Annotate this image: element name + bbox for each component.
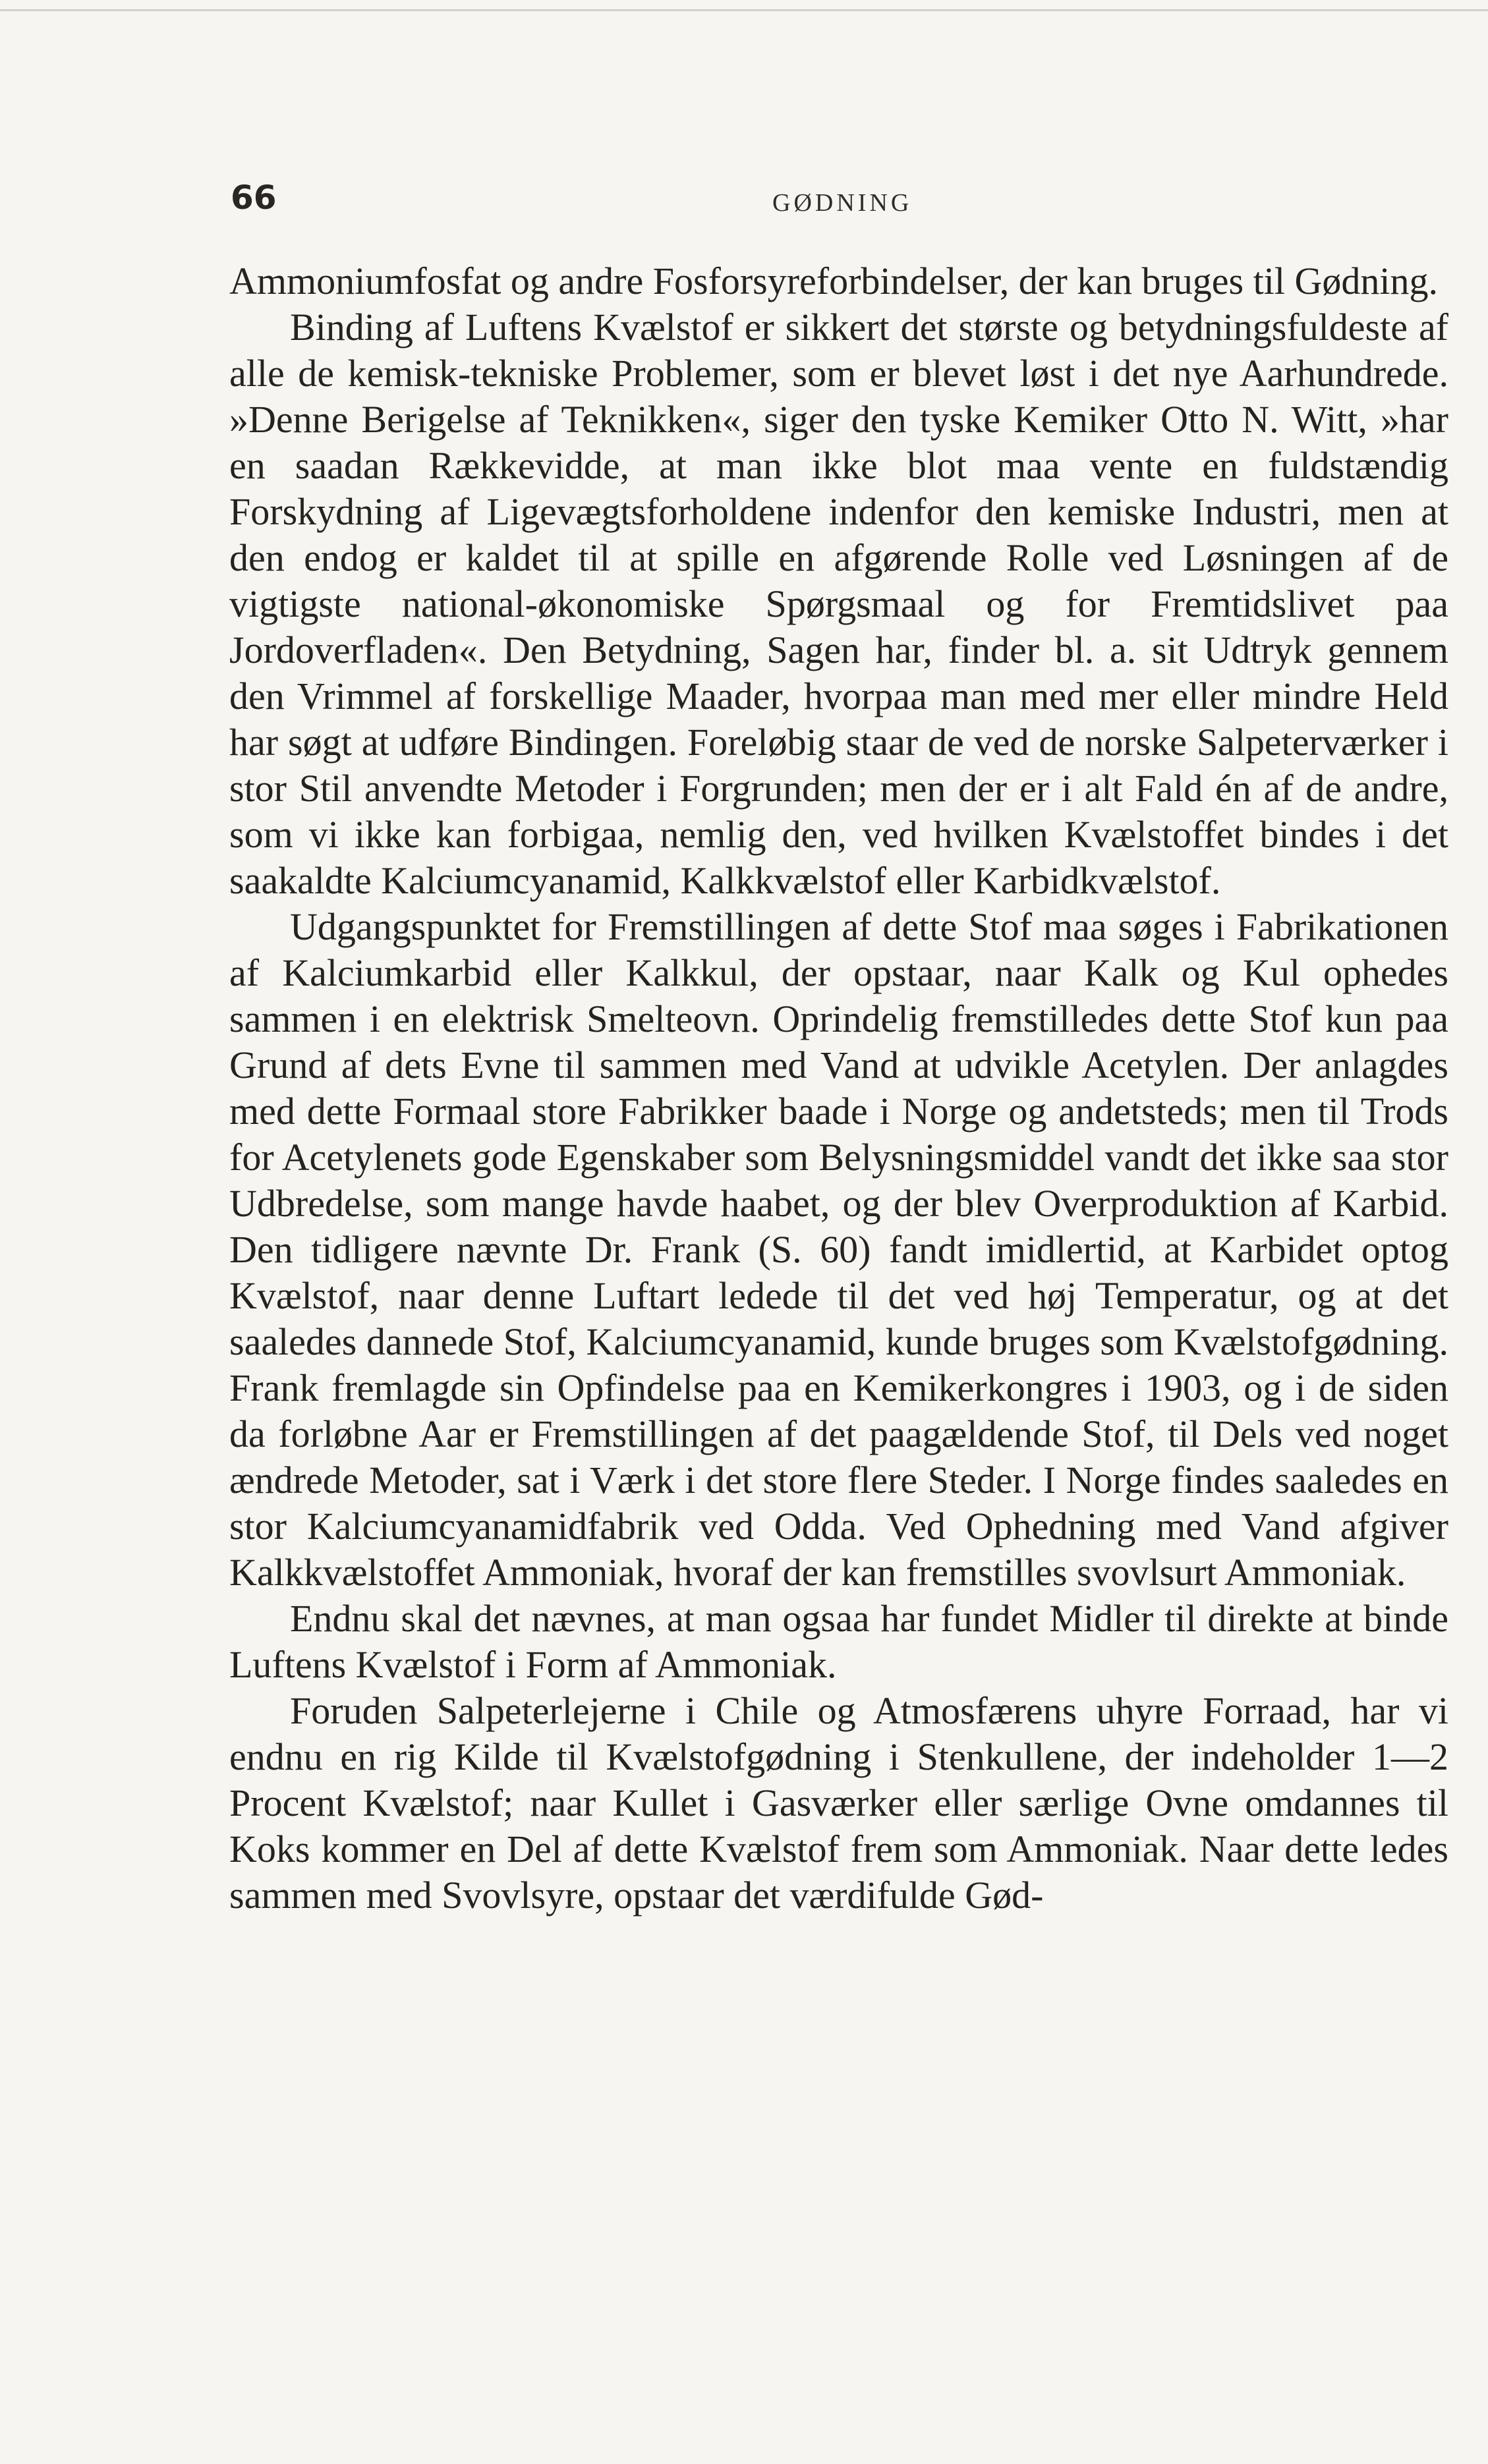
- page-top-edge: [0, 9, 1488, 11]
- paragraph-4: Endnu skal det nævnes, at man ogsaa har fundet Midler til direkte at binde Luftens Kvælstof i Form af Ammoniak.: [229, 1597, 1448, 1686]
- paragraph-3: Udgangspunktet for Fremstillingen af dette Stof maa søges i Fabrikationen af Kalciumkarbid eller Kalkkul, der opstaar, naar Kalk og Kul ophedes sammen i en elektrisk Smelteovn. Oprindelig fremstilledes dette Stof kun paa Grund af dets Evne til sammen med Vand at udvikle Acetylen. Der anlagdes med dette Formaal store Fabrikker baade i Norge og andetsteds; men til Trods for Acetylenets gode Egenskaber som Belysningsmiddel vandt det ikke saa stor Udbredelse, som mange havde haabet, og der blev Overproduktion af Karbid. Den tidligere nævnte Dr. Frank (S. 60) fandt imidlertid, at Karbidet optog Kvælstof, naar denne Luftart ledede til det ved høj Temperatur, og at det saaledes dannede Stof, Kalciumcyanamid, kunde bruges som Kvælstofgødning. Frank fremlagde sin Opfindelse paa en Kemikerkongres i 1903, og i de siden da forløbne Aar er Fremstillingen af det paagældende Stof, til Dels ved noget ændrede Metoder, sat i Værk i det store flere Steder. I Norge findes saaledes en stor Kalciumcyanamidfabrik ved Odda. Ved Ophedning med Vand afgiver Kalkkvælstoffet Ammoniak, hvoraf der kan fremstilles svovlsurt Ammoniak.: [229, 905, 1448, 1594]
- paragraph-5: Foruden Salpeterlejerne i Chile og Atmosfærens uhyre Forraad, har vi endnu en rig Kilde til Kvælstofgødning i Stenkullene, der indeholder 1—2 Procent Kvælstof; naar Kullet i Gasværker eller særlige Ovne omdannes til Koks kommer en Del af dette Kvælstof frem som Ammoniak. Naar dette ledes sammen med Svovlsyre, opstaar det værdifulde Gød-: [229, 1689, 1448, 1917]
- page-number: 66: [231, 179, 277, 217]
- running-title: GØDNING: [772, 189, 913, 217]
- paragraph-2: Binding af Luftens Kvælstof er sikkert det største og betydningsfuldeste af alle de kemisk-tekniske Problemer, som er blevet løst i det nye Aarhundrede. »Denne Berigelse af Teknikken«, siger den tyske Kemiker Otto N. Witt, »har en saadan Rækkevidde, at man ikke blot maa vente en fuldstændig Forskydning af Ligevægtsforholdene indenfor den kemiske Industri, men at den endog er kaldet til at spille en afgørende Rolle ved Løsningen af de vigtigste national-økonomiske Spørgsmaal og for Fremtidslivet paa Jordoverfladen«. Den Betydning, Sagen har, finder bl. a. sit Udtryk gennem den Vrimmel af forskellige Maader, hvorpaa man med mer eller mindre Held har søgt at udføre Bindingen. Foreløbig staar de ved de norske Salpeterværker i stor Stil anvendte Metoder i Forgrunden; men der er i alt Fald én af de andre, som vi ikke kan forbigaa, nemlig den, ved hvilken Kvælstoffet bindes i det saakaldte Kalciumcyanamid, Kalkkvælstof eller Karbidkvælstof.: [229, 306, 1448, 902]
- body-text: [229, 258, 1448, 1918]
- paragraph-1: Ammoniumfosfat og andre Fosforsyreforbindelser, der kan bruges til Gødning.: [229, 260, 1438, 302]
